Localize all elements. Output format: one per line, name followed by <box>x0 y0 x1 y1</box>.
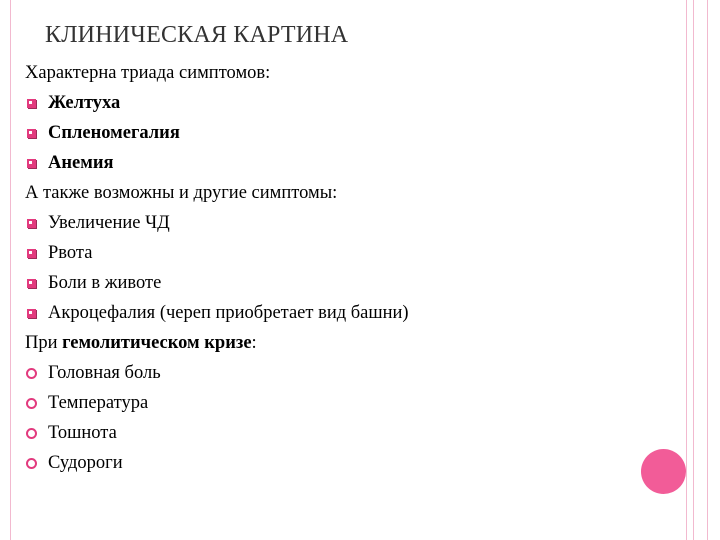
list-item <box>25 268 675 298</box>
list-item <box>25 358 675 388</box>
circle-bullet-icon <box>25 367 38 380</box>
list-item-text: Акроцефалия (череп приобретает вид башни) <box>48 302 409 323</box>
list-item-text: Температура <box>48 392 149 413</box>
square-bullet-icon <box>25 127 38 140</box>
crisis-intro-bold: гемолитическом кризе <box>62 332 252 353</box>
square-bullet-icon <box>25 217 38 230</box>
list-item <box>25 88 675 118</box>
frame-line-right-2 <box>693 0 694 540</box>
other-intro: А также возможны и другие симптомы: <box>25 182 338 203</box>
list-item-text: Спленомегалия <box>48 122 180 143</box>
frame-line-left <box>10 0 11 540</box>
list-item <box>25 238 675 268</box>
list-item <box>25 208 675 238</box>
crisis-intro-suffix: : <box>251 332 257 353</box>
list-item <box>25 298 675 328</box>
square-bullet-icon <box>25 307 38 320</box>
list-item-text: Желтуха <box>48 92 121 113</box>
frame-line-right-3 <box>707 0 708 540</box>
frame-line-right-1 <box>686 0 687 540</box>
list-item <box>25 118 675 148</box>
list-item-text: Анемия <box>48 152 114 173</box>
list-item <box>25 388 675 418</box>
square-bullet-icon <box>25 247 38 260</box>
crisis-intro-prefix: При <box>25 332 63 353</box>
square-bullet-icon <box>25 97 38 110</box>
square-bullet-icon <box>25 157 38 170</box>
list-item-text: Увеличение ЧД <box>48 212 170 233</box>
list-item <box>25 148 675 178</box>
list-item <box>25 448 675 478</box>
list-item <box>25 418 675 448</box>
list-item-text: Судороги <box>48 452 123 473</box>
slide-title: КЛИНИЧЕСКАЯ КАРТИНА <box>45 22 349 48</box>
list-item-text: Рвота <box>48 242 93 263</box>
circle-bullet-icon <box>25 457 38 470</box>
list-item-text: Тошнота <box>48 422 117 443</box>
triad-intro: Характерна триада симптомов: <box>25 62 271 83</box>
list-item-text: Боли в животе <box>48 272 162 293</box>
crisis-intro <box>25 328 675 358</box>
square-bullet-icon <box>25 277 38 290</box>
slide-content <box>25 58 675 478</box>
list-item-text: Головная боль <box>48 362 161 383</box>
circle-bullet-icon <box>25 427 38 440</box>
circle-bullet-icon <box>25 397 38 410</box>
